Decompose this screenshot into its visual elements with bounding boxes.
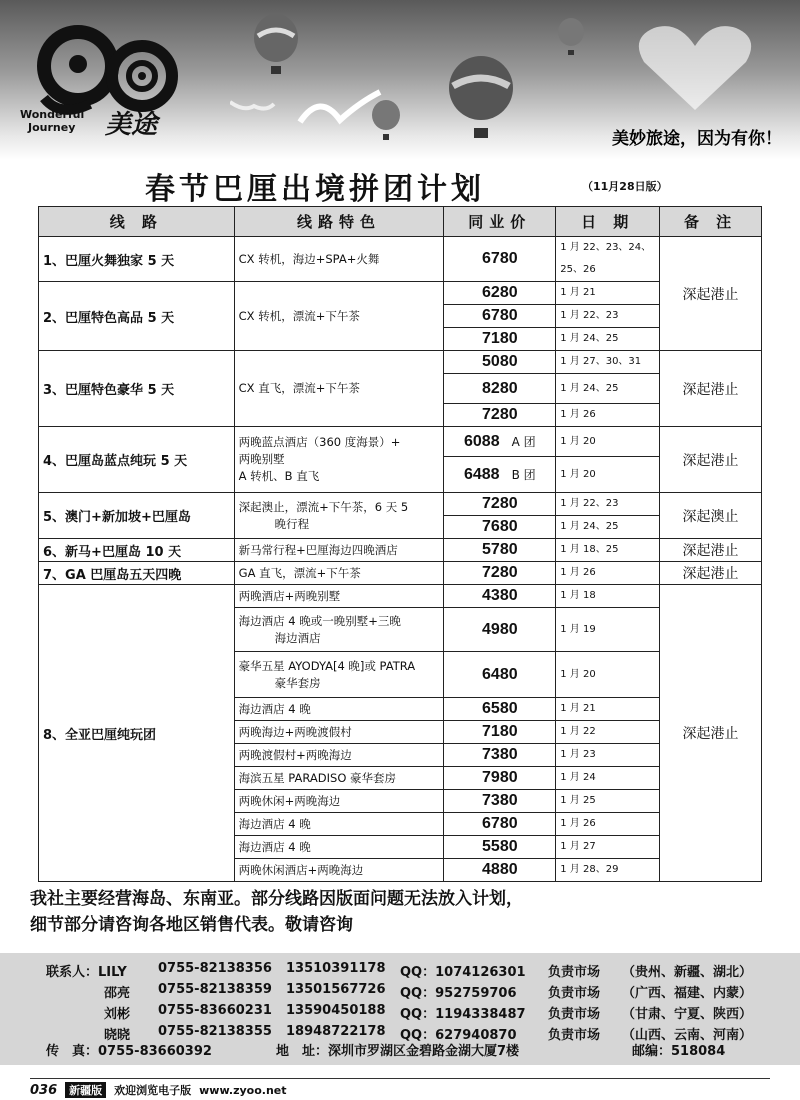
- route-feature: 豪华五星 AYODYA[4 晚]或 PATRA 豪华套房: [234, 652, 444, 698]
- route-date: 1 月 21: [556, 282, 660, 305]
- route-date: 1 月 27: [556, 836, 660, 859]
- table-row: [39, 351, 762, 374]
- route-feature: 海滨五星 PARADISO 豪华套房: [234, 767, 444, 790]
- route-date: 1 月 26: [556, 562, 660, 585]
- route-date: 1 月 26: [556, 813, 660, 836]
- route-note: 深起澳止: [660, 493, 762, 539]
- route-name: 5、澳门+新加坡+巴厘岛: [39, 493, 235, 539]
- balloon-icon: [445, 56, 517, 146]
- version-label: （11月28日版）: [582, 180, 668, 193]
- route-name: 7、GA 巴厘岛五天四晚: [39, 562, 235, 585]
- table-row: [39, 282, 762, 305]
- route-price: 6780: [444, 237, 556, 282]
- header-banner: [0, 0, 800, 160]
- route-feature: GA 直飞，漂流+下午茶: [234, 562, 444, 585]
- route-date: 1 月 25: [556, 790, 660, 813]
- route-price: 7280: [444, 562, 556, 585]
- table-header-row: [39, 207, 762, 237]
- route-feature: 两晚酒店+两晚别墅: [234, 585, 444, 608]
- route-price: 7980: [444, 767, 556, 790]
- route-feature: 海边酒店 4 晚或一晚别墅+三晚 海边酒店: [234, 608, 444, 652]
- route-feature: 两晚蓝点酒店（360 度海景）+ 两晚别墅 A 转机、B 直飞: [234, 427, 444, 493]
- route-date: 1 月 22、23、24、25、26: [556, 237, 660, 282]
- seagull-icon: [230, 82, 430, 152]
- contacts-panel: 联系人：LILY 0755-82138356 13510391178 QQ：1074126301 负责市场 （贵州、新疆、湖北） 邵亮 0755-82138359 13501567726 QQ：952759706 负责市场 （广西、福建、内蒙） 刘彬 0755-83660231 13590450188 QQ：1194338487 负责市场 （甘肃、宁夏、陕西） 晓晓 0755-82138355 18948722178 QQ：627940870 负责市场 （山西、云南、河南）: [0, 953, 800, 1065]
- route-date: 1 月 20: [556, 427, 660, 457]
- table-row: [39, 562, 762, 585]
- title-bar: [0, 160, 800, 206]
- route-date: 1 月 19: [556, 608, 660, 652]
- route-price: 6488 B 团: [444, 457, 556, 493]
- address: 地 址：深圳市罗湖区金碧路金湖大厦7楼: [276, 1044, 520, 1059]
- edition-badge: 新疆版: [65, 1082, 106, 1098]
- route-note: 深起港止: [660, 562, 762, 585]
- route-date: 1 月 27、30、31: [556, 351, 660, 374]
- route-date: 1 月 18: [556, 585, 660, 608]
- route-feature: 两晚休闲+两晚海边: [234, 790, 444, 813]
- route-feature: 深起澳止，漂流+下午茶，6 天 5 晚行程: [234, 493, 444, 539]
- page-footer: [30, 1082, 287, 1098]
- route-date: 1 月 20: [556, 457, 660, 493]
- route-date: 1 月 26: [556, 404, 660, 427]
- route-feature: CX 直飞，漂流+下午茶: [234, 351, 444, 427]
- notice-text: 我社主要经营海岛、东南亚。部分线路因版面问题无法放入计划， 细节部分请咨询各地区销售代表。敬请咨询: [30, 889, 523, 935]
- postcode: 邮编：518084: [632, 1044, 726, 1059]
- logo-text-en: Wonderful Journey: [20, 108, 85, 134]
- route-note: 深起港止: [660, 539, 762, 562]
- route-price: 6088 A 团: [444, 427, 556, 457]
- route-price: 4980: [444, 608, 556, 652]
- tour-plan-table: [38, 206, 762, 882]
- route-feature: 两晚休闲酒店+两晚海边: [234, 859, 444, 882]
- header-route: 线 路: [39, 207, 235, 237]
- route-name: 1、巴厘火舞独家 5 天: [39, 237, 235, 282]
- route-price: 7180: [444, 328, 556, 351]
- table-row: [39, 427, 762, 457]
- route-feature: 海边酒店 4 晚: [234, 836, 444, 859]
- route-feature: 两晚海边+两晚渡假村: [234, 721, 444, 744]
- route-date: 1 月 24: [556, 767, 660, 790]
- route-note: 深起港止: [660, 237, 762, 351]
- route-feature: 两晚渡假村+两晚海边: [234, 744, 444, 767]
- route-date: 1 月 22: [556, 721, 660, 744]
- route-price: 6580: [444, 698, 556, 721]
- route-feature: CX 转机，海边+SPA+火舞: [234, 237, 444, 282]
- heart-icon: [630, 18, 760, 118]
- route-price: 7680: [444, 516, 556, 539]
- balloon-icon: [250, 14, 302, 84]
- route-date: 1 月 23: [556, 744, 660, 767]
- table-row: [39, 237, 762, 282]
- route-date: 1 月 21: [556, 698, 660, 721]
- route-price: 6480: [444, 652, 556, 698]
- route-name: 8、全亚巴厘纯玩团: [39, 585, 235, 882]
- header-price: 同业价: [444, 207, 556, 237]
- route-price: 7380: [444, 744, 556, 767]
- header-note: 备 注: [660, 207, 762, 237]
- route-price: 7380: [444, 790, 556, 813]
- logo-text-cn: 美途: [105, 110, 158, 140]
- page-title: 春节巴厘出境拼团计划: [145, 172, 485, 207]
- route-price: 5080: [444, 351, 556, 374]
- route-price: 6780: [444, 813, 556, 836]
- route-name: 2、巴厘特色高品 5 天: [39, 282, 235, 351]
- header-date: 日 期: [556, 207, 660, 237]
- route-note: 深起港止: [660, 351, 762, 427]
- route-feature: 海边酒店 4 晚: [234, 698, 444, 721]
- route-date: 1 月 22、23: [556, 493, 660, 516]
- slogan: 美妙旅途，因为有你！: [612, 129, 782, 149]
- route-date: 1 月 24、25: [556, 328, 660, 351]
- footer-divider: [30, 1078, 770, 1079]
- route-price: 7280: [444, 404, 556, 427]
- header-feature: 线路特色: [234, 207, 444, 237]
- route-date: 1 月 20: [556, 652, 660, 698]
- route-date: 1 月 22、23: [556, 305, 660, 328]
- route-price: 6780: [444, 305, 556, 328]
- route-price: 4380: [444, 585, 556, 608]
- footer-text: 欢迎浏览电子版: [114, 1084, 192, 1097]
- route-note: 深起港止: [660, 585, 762, 882]
- route-date: 1 月 24、25: [556, 516, 660, 539]
- table-row: [39, 585, 762, 608]
- route-price: 4880: [444, 859, 556, 882]
- table-row: [39, 539, 762, 562]
- route-date: 1 月 28、29: [556, 859, 660, 882]
- route-name: 3、巴厘特色豪华 5 天: [39, 351, 235, 427]
- route-note: 深起港止: [660, 427, 762, 493]
- route-price: 7180: [444, 721, 556, 744]
- fax-number: 传 真：0755-83660392: [46, 1044, 212, 1059]
- page-number: 036: [30, 1082, 58, 1098]
- fax-address-row: [0, 1040, 800, 1062]
- route-price: 6280: [444, 282, 556, 305]
- route-price: 7280: [444, 493, 556, 516]
- balloon-icon: [556, 18, 586, 60]
- route-feature: 新马常行程+巴厘海边四晚酒店: [234, 539, 444, 562]
- route-name: 4、巴厘岛蓝点纯玩 5 天: [39, 427, 235, 493]
- table-row: [39, 493, 762, 516]
- route-price: 8280: [444, 374, 556, 404]
- route-date: 1 月 24、25: [556, 374, 660, 404]
- route-price: 5780: [444, 539, 556, 562]
- route-feature: 海边酒店 4 晚: [234, 813, 444, 836]
- footer-url[interactable]: www.zyoo.net: [199, 1083, 287, 1097]
- route-price: 5580: [444, 836, 556, 859]
- route-feature: CX 转机，漂流+下午茶: [234, 282, 444, 351]
- route-date: 1 月 18、25: [556, 539, 660, 562]
- route-name: 6、新马+巴厘岛 10 天: [39, 539, 235, 562]
